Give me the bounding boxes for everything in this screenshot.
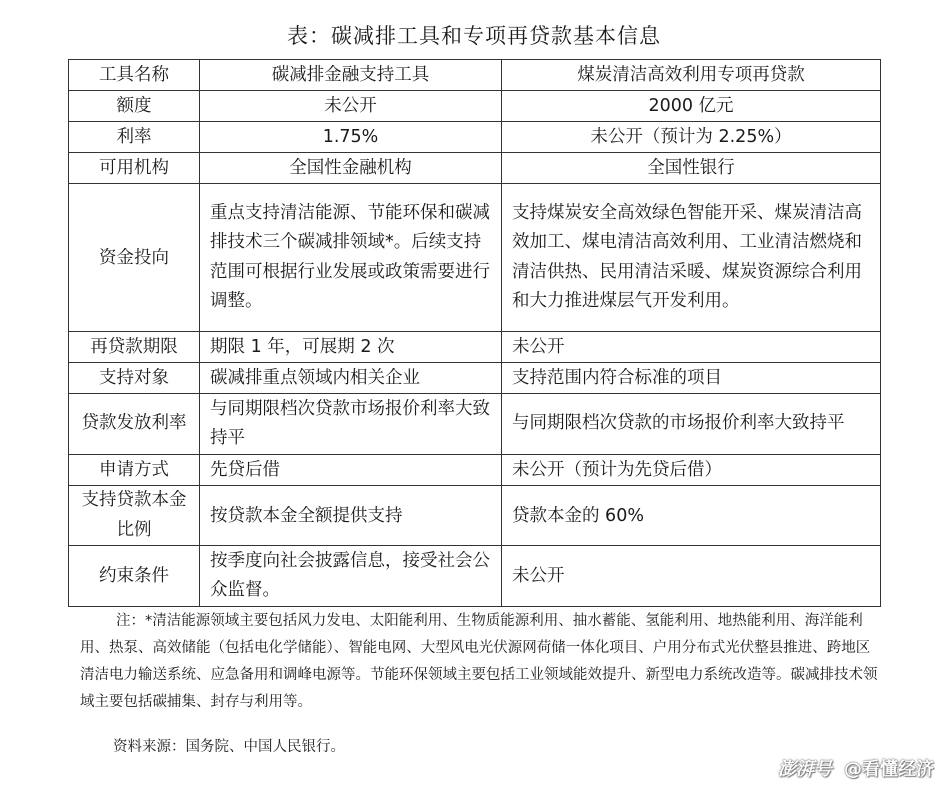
cell-carbon: 按贷款本金全额提供支持 (200, 486, 502, 546)
cell-carbon: 碳减排重点领域内相关企业 (200, 363, 502, 394)
table-header-row (69, 60, 881, 91)
cell-coal: 贷款本金的 60% (502, 486, 881, 546)
cell-coal: 与同期限档次贷款的市场报价利率大致持平 (502, 394, 881, 455)
table-row (69, 455, 881, 486)
row-label: 申请方式 (69, 455, 200, 486)
cell-coal: 未公开（预计为先贷后借） (502, 455, 881, 486)
header-tool-name: 工具名称 (69, 60, 200, 91)
cell-carbon: 先贷后借 (200, 455, 502, 486)
row-label: 贷款发放利率 (69, 394, 200, 455)
source-note: 资料来源：国务院、中国人民银行。 (113, 739, 345, 755)
cell-carbon: 按季度向社会披露信息，接受社会公众监督。 (200, 546, 502, 607)
table-row (69, 91, 881, 122)
info-table (68, 59, 881, 607)
row-label: 可用机构 (69, 153, 200, 184)
cell-coal: 未公开（预计为 2.25%） (502, 122, 881, 153)
row-label: 额度 (69, 91, 200, 122)
cell-carbon: 未公开 (200, 91, 502, 122)
table-row (69, 486, 881, 546)
watermark (778, 755, 934, 781)
header-coal-loan: 煤炭清洁高效利用专项再贷款 (502, 60, 881, 91)
cell-carbon: 重点支持清洁能源、节能环保和碳减排技术三个碳减排领域*。后续支持范围可根据行业发展或政策需要进行调整。 (200, 184, 502, 332)
table-row (69, 332, 881, 363)
footnote: 注：*清洁能源领域主要包括风力发电、太阳能利用、生物质能源利用、抽水蓄能、氢能利用、地热能利用、海洋能利用、热泵、高效储能（包括电化学储能）、智能电网、大型风电光伏源网荷储一体化项目、户用分布式光伏整县推进、跨地区清洁电力输送系统、应急备用和调峰电源等。节能环保领域主要包括工业领域能效提升、新型电力系统改造等。碳减排技术领域主要包括碳捕集、封存与利用等。 (80, 613, 878, 710)
watermark-account: @看懂经济 (844, 759, 934, 780)
cell-coal: 2000 亿元 (502, 91, 881, 122)
table-row (69, 363, 881, 394)
table-row (69, 546, 881, 607)
table-row (69, 394, 881, 455)
row-label: 约束条件 (69, 546, 200, 607)
table-title: 表：碳减排工具和专项再贷款基本信息 (287, 24, 661, 48)
cell-coal: 全国性银行 (502, 153, 881, 184)
cell-coal: 支持煤炭安全高效绿色智能开采、煤炭清洁高效加工、煤电清洁高效利用、工业清洁燃烧和清洁供热、民用清洁采暖、煤炭资源综合利用和大力推进煤层气开发利用。 (502, 184, 881, 332)
row-label: 支持贷款本金比例 (69, 486, 200, 546)
cell-carbon: 1.75% (200, 122, 502, 153)
watermark-brand: 澎湃号 (778, 759, 832, 780)
table-row (69, 184, 881, 332)
row-label: 再贷款期限 (69, 332, 200, 363)
cell-carbon: 全国性金融机构 (200, 153, 502, 184)
cell-coal: 未公开 (502, 546, 881, 607)
row-label: 资金投向 (69, 184, 200, 332)
table-row (69, 153, 881, 184)
cell-coal: 未公开 (502, 332, 881, 363)
cell-coal: 支持范围内符合标准的项目 (502, 363, 881, 394)
header-carbon-tool: 碳减排金融支持工具 (200, 60, 502, 91)
cell-carbon: 与同期限档次贷款市场报价利率大致持平 (200, 394, 502, 455)
table-row (69, 122, 881, 153)
cell-carbon: 期限 1 年，可展期 2 次 (200, 332, 502, 363)
row-label: 支持对象 (69, 363, 200, 394)
row-label: 利率 (69, 122, 200, 153)
